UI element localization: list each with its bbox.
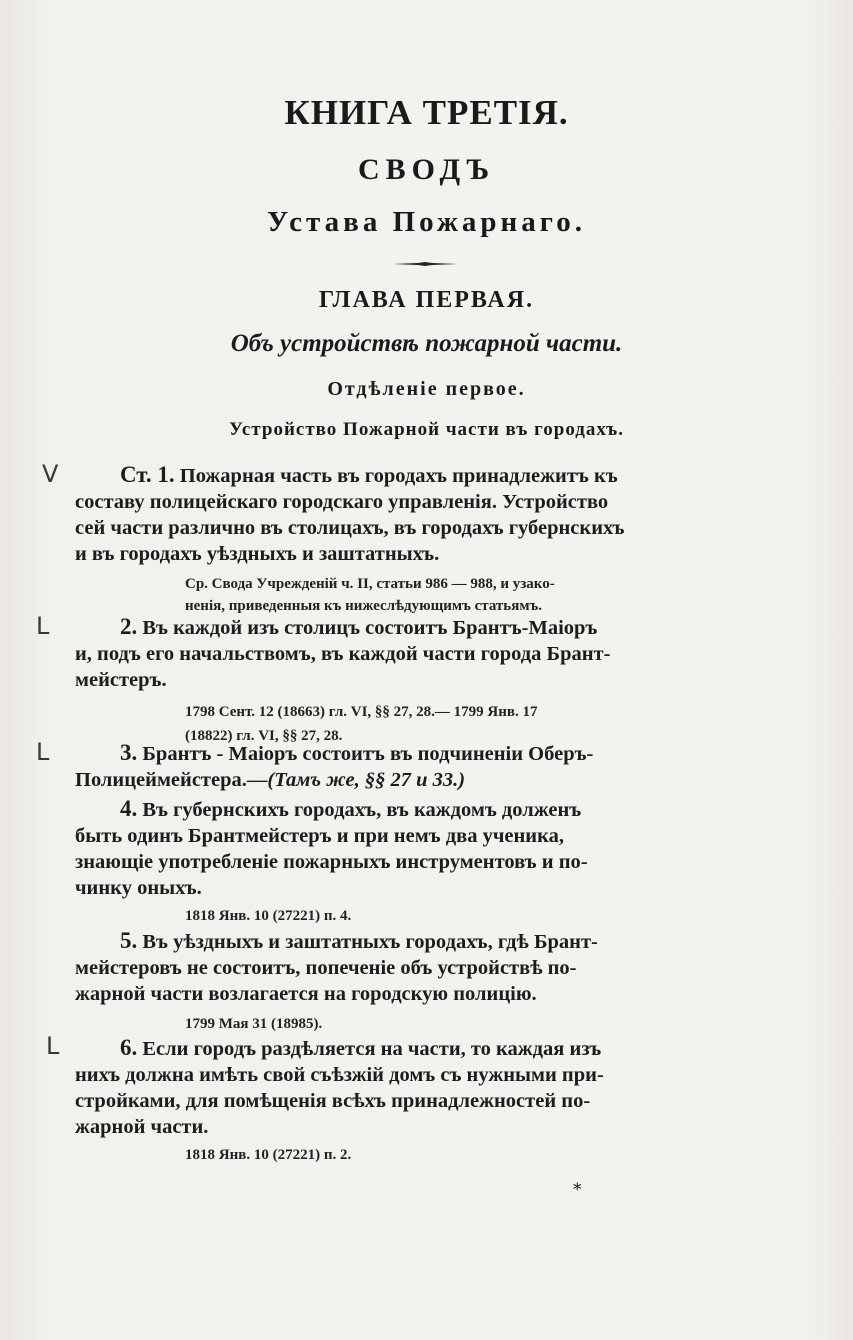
article-text: нихъ должна имѣть свой съѣзжій домъ съ нужными при- (75, 1064, 604, 1086)
article-number: 2. (120, 614, 138, 639)
margin-mark: V (42, 460, 59, 488)
margin-mark: L (46, 1032, 60, 1060)
article-text: сей части различно въ столицахъ, въ городахъ губернскихъ (75, 517, 625, 539)
article-3 (75, 740, 787, 793)
ornamental-rule (393, 262, 458, 266)
article-text: знающіе употребленіе пожарныхъ инструментовъ и по- (75, 851, 588, 873)
article-number: 6. (120, 1035, 138, 1060)
article-text: Пожарная часть въ городахъ принадлежитъ къ (179, 465, 618, 487)
article-number: 4. (120, 796, 138, 821)
legal-source: (18822) гл. VI, §§ 27, 28. (185, 728, 343, 744)
article-2 (75, 614, 787, 747)
article-text: мейстеровъ не состоитъ, попеченіе объ устройствѣ по- (75, 957, 577, 979)
article-text: составу полицейскаго городскаго управленія. Устройство (75, 491, 609, 513)
article-text: Въ уѣздныхъ и заштатныхъ городахъ, гдѣ Брант- (142, 931, 598, 953)
article-text: стройками, для помѣщенія всѣхъ принадлежностей по- (75, 1090, 591, 1112)
article-number: Ст. 1. (120, 462, 175, 487)
article-text: Въ каждой изъ столицъ состоитъ Брантъ-Маіоръ (142, 617, 598, 639)
article-1 (75, 462, 787, 617)
legal-source: 1799 Мая 31 (18985). (185, 1016, 323, 1032)
article-text: быть одинъ Брантмейстеръ и при немъ два ученика, (75, 825, 564, 847)
margin-mark: L (36, 738, 50, 766)
article-text: и, подъ его начальствомъ, въ каждой части города Брант- (75, 643, 611, 665)
article-text: мейстеръ. (75, 669, 167, 691)
margin-mark: L (36, 612, 50, 640)
chapter-title: Объ устройствѣ пожарной части. (230, 330, 623, 357)
article-reference: (Тамъ же, §§ 27 и 33.) (267, 769, 466, 791)
article-text: Полицеймейстера.— (75, 769, 268, 791)
legal-source: 1818 Янв. 10 (27221) п. 4. (185, 908, 352, 924)
article-5 (75, 928, 787, 1035)
article-text: и въ городахъ уѣздныхъ и заштатныхъ. (75, 543, 440, 565)
chapter-heading: ГЛАВА ПЕРВАЯ. (318, 287, 535, 313)
article-number: 3. (120, 740, 138, 765)
article-text: Если городъ раздѣляется на части, то каждая изъ (142, 1038, 602, 1060)
footer-asterisk: * (573, 1180, 582, 1200)
article-text: чинку оныхъ. (75, 877, 202, 899)
legal-source: Ср. Свода Учрежденій ч. II, статьи 986 — 988, и узако- (185, 576, 555, 592)
section-title: Устройство Пожарной части въ городахъ. (228, 419, 625, 440)
article-number: 5. (120, 928, 138, 953)
legal-source: 1798 Сент. 12 (18663) гл. VI, §§ 27, 28.— 1799 Янв. 17 (185, 704, 538, 720)
article-4 (75, 796, 787, 927)
book-title: КНИГА ТРЕТІЯ. (284, 93, 569, 132)
article-text: жарной части. (75, 1116, 209, 1138)
article-text: жарной части возлагается на городскую полицію. (75, 983, 537, 1005)
legal-source: 1818 Янв. 10 (27221) п. 2. (185, 1147, 352, 1163)
article-text: Брантъ - Маіоръ состоитъ въ подчиненіи Оберъ- (142, 743, 594, 765)
article-text: Въ губернскихъ городахъ, въ каждомъ долженъ (142, 799, 582, 821)
svod-title: СВОДЪ (357, 153, 496, 186)
article-6 (75, 1035, 787, 1166)
section-heading: Отдѣленіе первое. (327, 378, 526, 400)
ustav-title: Устава Пожарнаго. (267, 206, 586, 238)
legal-source: ненія, приведенныя къ нижеслѣдующимъ статьямъ. (185, 598, 543, 614)
